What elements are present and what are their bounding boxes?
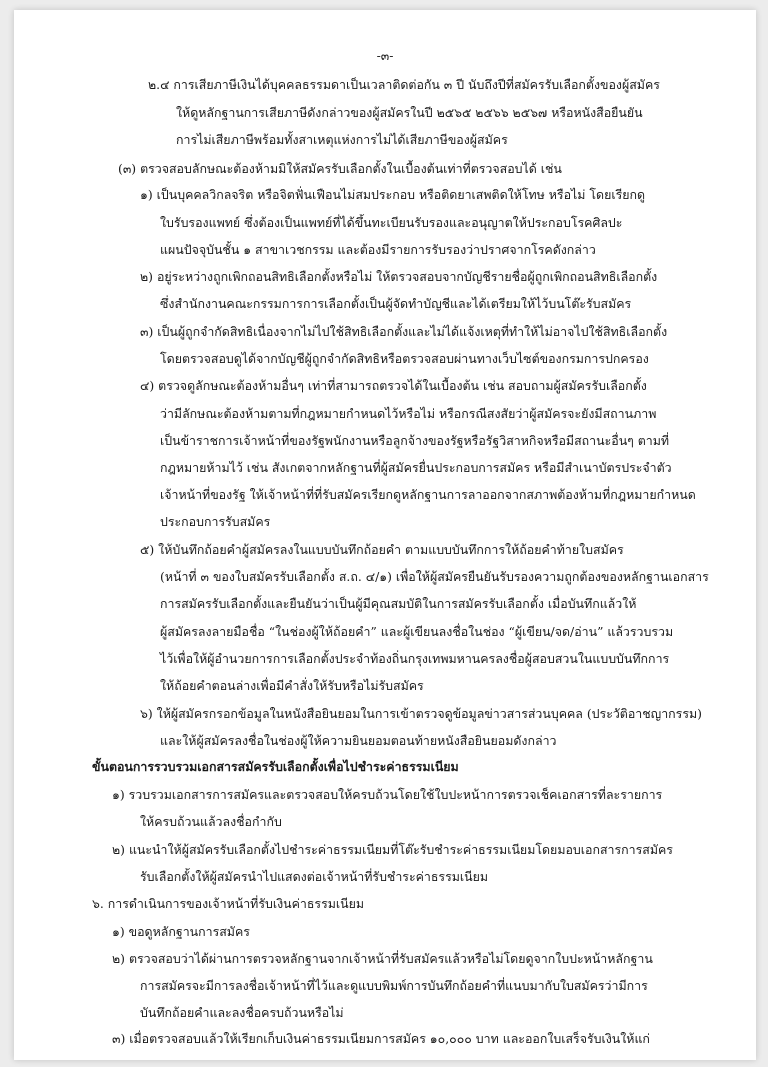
- text-line: ไว้เพื่อให้ผู้อำนวยการการเลือกตั้งประจำท้องถิ่นกรุงเทพมหานครลงชื่อผู้สอบสวนในแบบบันทึกการ: [160, 651, 670, 666]
- document-page: [14, 10, 756, 1060]
- text-line: ๒.๔ การเสียภาษีเงินได้บุคคลธรรมดาเป็นเวลาติดต่อกัน ๓ ปี นับถึงปีที่สมัครรับเลือกตั้งของผู้สมัคร: [148, 77, 660, 92]
- text-line: ๑) ขอดูหลักฐานการสมัคร: [112, 924, 250, 939]
- text-line: ๑) เป็นบุคคลวิกลจริต หรือจิตฟั่นเฟือนไม่สมประกอบ หรือติดยาเสพติดให้โทษ หรือไม่ โดยเรียกดู: [140, 187, 646, 202]
- text-line: ๒) แนะนำให้ผู้สมัครรับเลือกตั้งไปชำระค่าธรรมเนียมที่โต๊ะรับชำระค่าธรรมเนียมโดยมอบเอกสารการสมัคร: [112, 842, 673, 857]
- text-line: เจ้าหน้าที่ของรัฐ ให้เจ้าหน้าที่ที่รับสมัครเรียกดูหลักฐานการลาออกจากสภาพต้องห้ามที่กฎหมายกำหนด: [160, 487, 696, 502]
- text-line: การสมัครรับเลือกตั้งและยืนยันว่าเป็นผู้มีคุณสมบัติในการสมัครรับเลือกตั้ง เมื่อบันทึกแล้วให้: [160, 596, 637, 611]
- text-line: เป็นข้าราชการเจ้าหน้าที่ของรัฐพนักงานหรือลูกจ้างของรัฐหรือรัฐวิสาหกิจหรือมีสถานะอื่นๆ ตามที่: [160, 433, 670, 448]
- text-line: ให้ถ้อยคำตอนล่างเพื่อมีคำสั่งให้รับหรือไม่รับสมัคร: [160, 678, 424, 693]
- text-line: ๓) เป็นผู้ถูกจำกัดสิทธิเนื่องจากไม่ไปใช้สิทธิเลือกตั้งและไม่ได้แจ้งเหตุที่ทำให้ไม่อาจไปใช้สิทธิเลือกตั้ง: [140, 324, 668, 339]
- text-line: ซึ่งสำนักงานคณะกรรมการการเลือกตั้งเป็นผู้จัดทำบัญชีและได้เตรียมให้ไว้บนโต๊ะรับสมัคร: [160, 296, 632, 311]
- text-line: ๖) ให้ผู้สมัครกรอกข้อมูลในหนังสือยินยอมในการเข้าตรวจดูข้อมูลข่าวสารส่วนบุคคล (ประวัติอาชญากรรม): [140, 706, 702, 721]
- text-line: โดยตรวจสอบดูได้จากบัญชีผู้ถูกจำกัดสิทธิหรือตรวจสอบผ่านทางเว็บไซต์ของกรมการปกครอง: [160, 351, 649, 366]
- text-line: การสมัครจะมีการลงชื่อเจ้าหน้าที่ไว้และดูแบบพิมพ์การบันทึกถ้อยคำที่แนบมากับใบสมัครว่ามีการ: [140, 978, 648, 993]
- text-line: ๕) ให้บันทึกถ้อยคำผู้สมัครลงในแบบบันทึกถ้อยคำ ตามแบบบันทึกการให้ถ้อยคำท้ายใบสมัคร: [140, 542, 624, 557]
- section-heading: ขั้นตอนการรวบรวมเอกสารสมัครรับเลือกตั้งเพื่อไปชำระค่าธรรมเนียม: [92, 759, 459, 774]
- text-line: ผู้สมัครลงลายมือชื่อ “ในช่องผู้ให้ถ้อยคำ” และผู้เขียนลงชื่อในช่อง “ผู้เขียน/จด/อ่าน” แล้วรวบรวม: [160, 624, 674, 639]
- text-line: แผนปัจจุบันชั้น ๑ สาขาเวชกรรม และต้องมีรายการรับรองว่าปราศจากโรคดังกล่าว: [160, 242, 596, 257]
- text-line: และให้ผู้สมัครลงชื่อในช่องผู้ให้ความยินยอมตอนท้ายหนังสือยินยอมดังกล่าว: [160, 733, 557, 748]
- text-line: ๓) เมื่อตรวจสอบแล้วให้เรียกเก็บเงินค่าธรรมเนียมการสมัคร ๑๐,๐๐๐ บาท และออกใบเสร็จรับเงินให้แก่: [112, 1031, 650, 1046]
- text-line: ใบรับรองแพทย์ ซึ่งต้องเป็นแพทย์ที่ได้ขึ้นทะเบียนรับรองและอนุญาตให้ประกอบโรคศิลปะ: [160, 215, 623, 230]
- text-line: ให้ครบถ้วนแล้วลงชื่อกำกับ: [140, 814, 282, 829]
- text-line: ๔) ตรวจดูลักษณะต้องห้ามอื่นๆ เท่าที่สามารถตรวจได้ในเบื้องต้น เช่น สอบถามผู้สมัครรับเลือกตั้ง: [140, 378, 647, 393]
- text-line: กฎหมายห้ามไว้ เช่น สังเกตจากหลักฐานที่ผู้สมัครยื่นประกอบการสมัคร หรือมีสำเนาบัตรประจำตัว: [160, 460, 672, 475]
- text-line: บันทึกถ้อยคำและลงชื่อครบถ้วนหรือไม่: [140, 1005, 344, 1020]
- text-line: ให้ดูหลักฐานการเสียภาษีดังกล่าวของผู้สมัครในปี ๒๕๖๕ ๒๕๖๖ ๒๕๖๗ หรือหนังสือยืนยัน: [176, 105, 643, 120]
- text-line: ๒) ตรวจสอบว่าได้ผ่านการตรวจหลักฐานจากเจ้าหน้าที่รับสมัครแล้วหรือไม่โดยดูจากใบปะหน้าหลักฐาน: [112, 951, 653, 966]
- section-heading: ๖. การดำเนินการของเจ้าหน้าที่รับเงินค่าธรรมเนียม: [92, 896, 365, 911]
- text-line: (๓) ตรวจสอบลักษณะต้องห้ามมิให้สมัครรับเลือกตั้งในเบื้องต้นเท่าที่ตรวจสอบได้ เช่น: [118, 161, 562, 176]
- text-line: การไม่เสียภาษีพร้อมทั้งสาเหตุแห่งการไม่ได้เสียภาษีของผู้สมัคร: [176, 132, 508, 147]
- text-line: ๒) อยู่ระหว่างถูกเพิกถอนสิทธิเลือกตั้งหรือไม่ ให้ตรวจสอบจากบัญชีรายชื่อผู้ถูกเพิกถอนสิทธิเลือกตั้ง: [140, 269, 658, 284]
- text-line: (หน้าที่ ๓ ของใบสมัครรับเลือกตั้ง ส.ถ. ๔/๑) เพื่อให้ผู้สมัครยืนยันรับรองความถูกต้องของหลักฐานเอกสาร: [160, 569, 709, 584]
- text-line: ๑) รวบรวมเอกสารการสมัครและตรวจสอบให้ครบถ้วนโดยใช้ใบปะหน้าการตรวจเช็คเอกสารที่ละรายการ: [112, 787, 663, 802]
- text-line: ว่ามีลักษณะต้องห้ามตามที่กฎหมายกำหนดไว้หรือไม่ หรือกรณีสงสัยว่าผู้สมัครจะยังมีสถานภาพ: [160, 406, 657, 421]
- text-line: ประกอบการรับสมัคร: [160, 514, 271, 529]
- page-number: -๓-: [376, 48, 394, 63]
- text-line: รับเลือกตั้งให้ผู้สมัครนำไปแสดงต่อเจ้าหน้าที่รับชำระค่าธรรมเนียม: [140, 869, 489, 884]
